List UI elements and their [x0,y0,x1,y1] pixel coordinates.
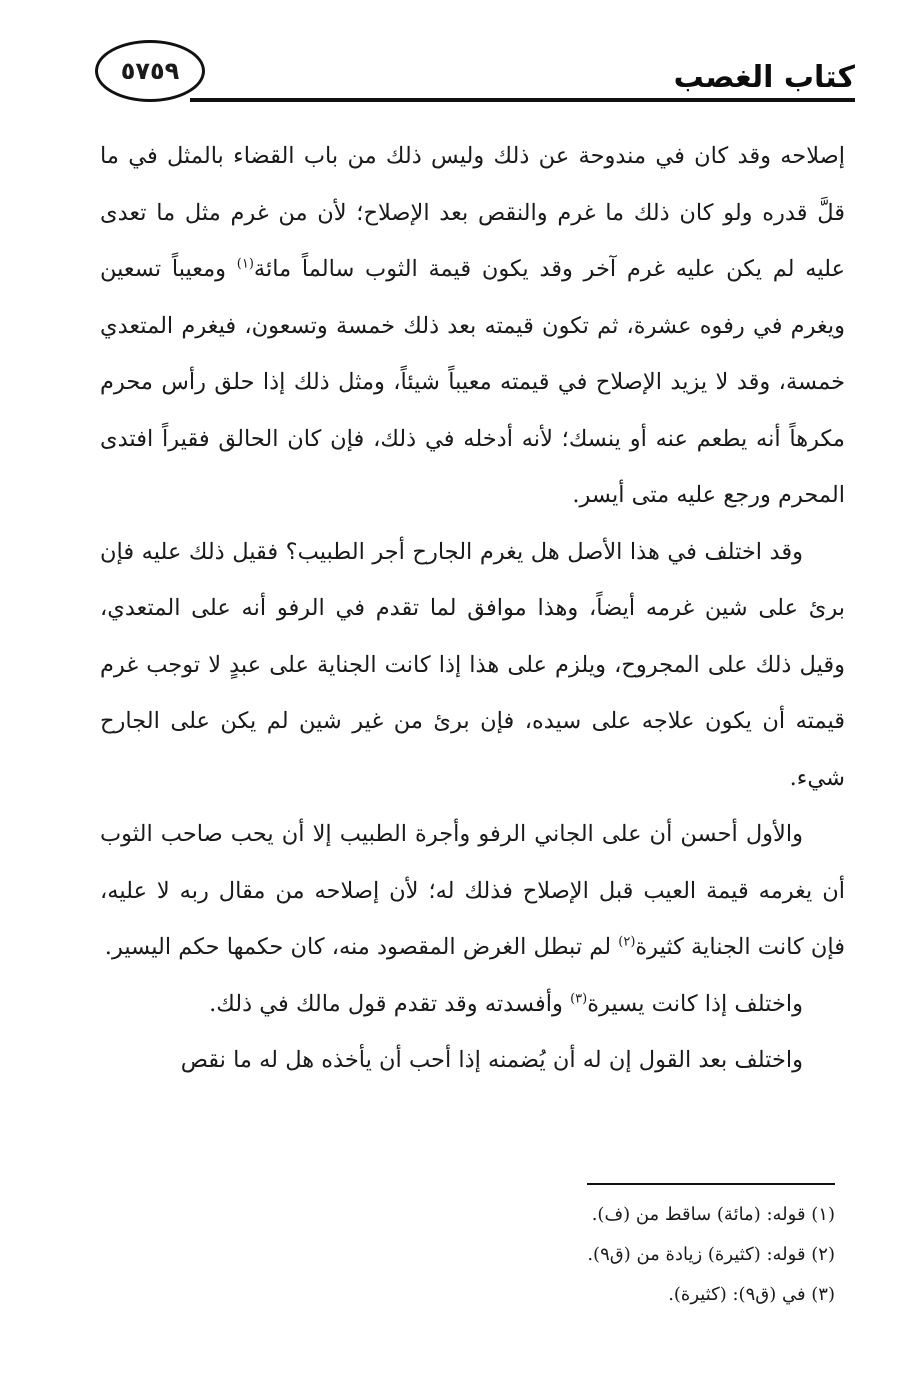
paragraph-text: لم تبطل الغرض المقصود منه، كان حكمها حكم اليسير. [104,934,612,960]
footnote-ref: (١) [236,256,254,272]
footnotes [335,1195,835,1315]
footnote-ref: (٣) [570,991,588,1006]
book-title: كتاب الغصب [673,60,855,95]
paragraph: واختلف بعد القول إن له أن يُضمنه إذا أحب أن يأخذه هل له ما نقص [180,1047,803,1073]
paragraph-text: وأفسدته وقد تقدم قول مالك في ذلك. [209,990,563,1017]
footnote: (٢) قوله: (كثيرة) زيادة من (ق٩). [587,1244,835,1265]
paragraph-text: ومعيباً تسعين ويغرم في رفوه عشرة، ثم تكون قيمته بعد ذلك خمسة وتسعون، فيغرم المتعدي خمسة، وقد لا يزيد الإصلاح في قيمته معيباً شيئاً، ومثل ذلك إذا حلق رأس محرم مكرهاً أنه يطعم عنه أو ينسك؛ لأنه أدخله في ذلك، فإن كان الحالق فقيراً افتدى المحرم ورجع عليه متى أيسر. [100,256,845,508]
paragraph [100,128,845,524]
paragraph [100,806,845,976]
paragraph-text: إصلاحه وقد كان في مندوحة عن ذلك وليس ذلك من باب القضاء بالمثل في ما قلَّ قدره ولو كان ذلك ما غرم والنقص بعد الإصلاح؛ لأن من غرم مثل ما تعدى عليه لم يكن عليه غرم آخر وقد يكون قيمة الثوب سالماً مائة [100,143,845,282]
footnote-separator [587,1183,835,1185]
header-rule [190,98,855,102]
footnote: (١) قوله: (مائة) ساقط من (ف). [591,1204,835,1225]
paragraph-text: واختلف إذا كانت يسيرة [587,990,803,1017]
page-header [95,40,855,110]
paragraph-text: والأول أحسن أن على الجاني الرفو وأجرة الطبيب إلا أن يحب صاحب الثوب أن يغرمه قيمة العيب قبل الإصلاح فذلك له؛ لأن إصلاحه من مقال ربه لا عليه، فإن كانت الجناية كثيرة [100,821,845,960]
paragraph [100,976,845,1033]
page-number-badge [95,40,205,102]
footnote-ref: (٢) [618,934,636,950]
page-number: ٥٧٥٩ [120,57,180,85]
footnote: (٣) في (ق٩): (كثيرة). [668,1284,835,1305]
paragraph: وقد اختلف في هذا الأصل هل يغرم الجارح أجر الطبيب؟ فقيل ذلك عليه فإن برئ على شين غرمه أيضاً، وهذا موافق لما تقدم في الرفو أنه على المتعدي، وقيل ذلك على المجروح، ويلزم على هذا إذا كانت الجناية على عبدٍ لا توجب غرم قيمته أن يكون علاجه على سيده، فإن برئ من غير شين لم يكن على الجارح شيء. [100,538,845,791]
main-text [100,128,845,1089]
